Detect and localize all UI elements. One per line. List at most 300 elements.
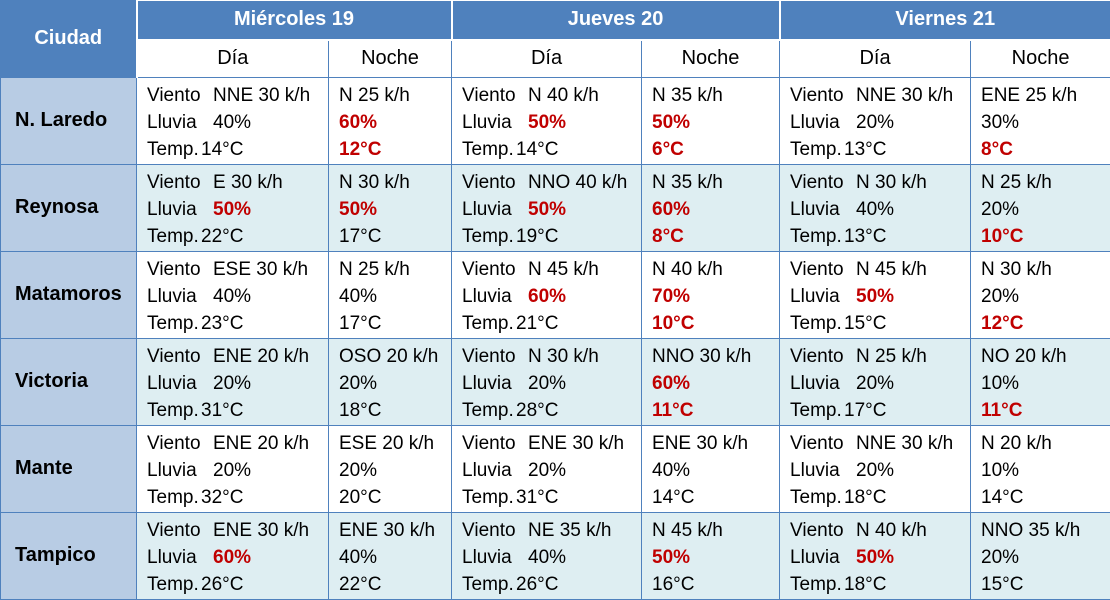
forecast-cell-night (329, 338, 452, 425)
temp-line (339, 571, 451, 598)
rain-line (147, 544, 328, 571)
rain-line (339, 544, 451, 571)
rain-value: 20% (528, 372, 567, 394)
temp-value: 13°C (844, 138, 887, 160)
wind-label: Viento (790, 345, 844, 367)
wind-label: Viento (462, 84, 516, 106)
rain-value: 10% (981, 372, 1020, 394)
temp-label: Temp. (790, 573, 842, 595)
rain-label: Lluvia (147, 285, 197, 307)
forecast-cell-night (329, 251, 452, 338)
rain-value: 60% (339, 111, 378, 133)
wind-value: N 25 k/h (856, 345, 927, 367)
wind-label: Viento (147, 171, 201, 193)
temp-line (462, 484, 641, 511)
wind-line (790, 517, 970, 544)
forecast-cell-night (971, 251, 1110, 338)
rain-value: 20% (856, 459, 895, 481)
temp-line (652, 397, 779, 424)
rain-line (981, 457, 1110, 484)
temp-value: 8°C (981, 138, 1013, 160)
wind-value: ENE 30 k/h (213, 519, 310, 541)
table-row (1, 338, 1110, 425)
wind-value: N 35 k/h (652, 171, 723, 193)
rain-label: Lluvia (147, 546, 197, 568)
wind-value: NNO 40 k/h (528, 171, 628, 193)
wind-value: N 25 k/h (339, 258, 410, 280)
city-name: Matamoros (1, 251, 137, 338)
wind-line (981, 430, 1110, 457)
wind-label: Viento (462, 345, 516, 367)
forecast-cell-day (452, 338, 642, 425)
wind-value: ENE 20 k/h (213, 345, 310, 367)
temp-line (981, 397, 1110, 424)
temp-label: Temp. (790, 312, 842, 334)
temp-label: Temp. (147, 399, 199, 421)
temp-label: Temp. (790, 399, 842, 421)
rain-line (652, 544, 779, 571)
wind-value: ENE 25 k/h (981, 84, 1078, 106)
wind-line (339, 82, 451, 109)
temp-line (652, 310, 779, 337)
rain-line (147, 457, 328, 484)
rain-value: 50% (528, 111, 567, 133)
wind-line (339, 517, 451, 544)
rain-value: 60% (213, 546, 252, 568)
period-header-day: Día (137, 40, 329, 78)
forecast-cell-night (329, 77, 452, 164)
rain-line (339, 457, 451, 484)
temp-value: 13°C (844, 225, 887, 247)
forecast-cell-night (971, 512, 1110, 599)
rain-label: Lluvia (462, 546, 512, 568)
forecast-cell-day (137, 512, 329, 599)
wind-line (652, 430, 779, 457)
wind-line (462, 430, 641, 457)
wind-line (652, 343, 779, 370)
temp-line (981, 310, 1110, 337)
temp-label: Temp. (462, 312, 514, 334)
temp-line (652, 136, 779, 163)
forecast-cell-day (780, 77, 971, 164)
wind-line (147, 256, 328, 283)
rain-line (462, 370, 641, 397)
rain-line (462, 283, 641, 310)
rain-line (147, 109, 328, 136)
temp-label: Temp. (790, 225, 842, 247)
rain-value: 70% (652, 285, 691, 307)
forecast-cell-night (971, 164, 1110, 251)
temp-value: 21°C (516, 312, 559, 334)
temp-line (147, 136, 328, 163)
forecast-cell-day (452, 164, 642, 251)
temp-label: Temp. (147, 573, 199, 595)
city-name: Mante (1, 425, 137, 512)
rain-line (462, 109, 641, 136)
temp-value: 17°C (339, 225, 382, 247)
table-row (1, 425, 1110, 512)
temp-value: 14°C (652, 486, 695, 508)
rain-value: 50% (213, 198, 252, 220)
forecast-cell-day (137, 338, 329, 425)
wind-line (981, 169, 1110, 196)
temp-value: 23°C (201, 312, 244, 334)
forecast-cell-day (780, 251, 971, 338)
temp-line (147, 397, 328, 424)
temp-line (790, 223, 970, 250)
day-header-friday: Viernes 21 (780, 1, 1110, 40)
temp-value: 8°C (652, 225, 684, 247)
rain-value: 20% (339, 372, 378, 394)
rain-value: 20% (856, 111, 895, 133)
temp-label: Temp. (790, 486, 842, 508)
rain-value: 50% (528, 198, 567, 220)
header-row-periods (1, 40, 1110, 78)
wind-line (339, 169, 451, 196)
temp-line (339, 136, 451, 163)
wind-value: ENE 20 k/h (213, 432, 310, 454)
wind-line (462, 169, 641, 196)
wind-value: NNO 35 k/h (981, 519, 1081, 541)
wind-value: N 45 k/h (652, 519, 723, 541)
temp-label: Temp. (462, 573, 514, 595)
temp-line (339, 223, 451, 250)
wind-line (339, 430, 451, 457)
temp-value: 19°C (516, 225, 559, 247)
rain-line (981, 370, 1110, 397)
wind-line (790, 256, 970, 283)
rain-line (790, 283, 970, 310)
rain-label: Lluvia (790, 459, 840, 481)
wind-label: Viento (790, 258, 844, 280)
temp-value: 17°C (339, 312, 382, 334)
rain-line (339, 196, 451, 223)
wind-label: Viento (147, 258, 201, 280)
temp-label: Temp. (790, 138, 842, 160)
temp-line (981, 484, 1110, 511)
period-header-night: Noche (642, 40, 780, 78)
wind-line (790, 169, 970, 196)
temp-line (790, 571, 970, 598)
temp-value: 14°C (516, 138, 559, 160)
rain-line (790, 370, 970, 397)
rain-line (339, 370, 451, 397)
temp-value: 32°C (201, 486, 244, 508)
rain-value: 40% (652, 459, 691, 481)
rain-line (652, 370, 779, 397)
temp-line (790, 397, 970, 424)
city-name: N. Laredo (1, 77, 137, 164)
rain-line (147, 370, 328, 397)
wind-value: NNE 30 k/h (856, 84, 954, 106)
rain-label: Lluvia (790, 111, 840, 133)
wind-value: N 40 k/h (528, 84, 599, 106)
temp-value: 15°C (981, 573, 1024, 595)
wind-line (147, 82, 328, 109)
wind-line (981, 343, 1110, 370)
wind-value: N 25 k/h (339, 84, 410, 106)
wind-value: N 20 k/h (981, 432, 1052, 454)
temp-label: Temp. (147, 138, 199, 160)
wind-value: N 40 k/h (652, 258, 723, 280)
rain-value: 20% (339, 459, 378, 481)
rain-line (147, 196, 328, 223)
rain-value: 50% (652, 546, 691, 568)
wind-value: ENE 30 k/h (528, 432, 625, 454)
rain-value: 40% (528, 546, 567, 568)
forecast-cell-day (780, 338, 971, 425)
wind-value: NNE 30 k/h (856, 432, 954, 454)
rain-line (790, 196, 970, 223)
wind-label: Viento (147, 345, 201, 367)
city-name: Victoria (1, 338, 137, 425)
rain-line (981, 544, 1110, 571)
rain-label: Lluvia (790, 546, 840, 568)
forecast-cell-night (642, 425, 780, 512)
wind-line (339, 256, 451, 283)
rain-value: 50% (339, 198, 378, 220)
wind-line (147, 343, 328, 370)
forecast-cell-night (971, 425, 1110, 512)
temp-value: 12°C (339, 138, 382, 160)
wind-line (339, 343, 451, 370)
temp-label: Temp. (147, 312, 199, 334)
temp-line (790, 484, 970, 511)
temp-value: 20°C (339, 486, 382, 508)
wind-value: ENE 30 k/h (652, 432, 749, 454)
temp-line (147, 571, 328, 598)
rain-label: Lluvia (790, 285, 840, 307)
wind-label: Viento (462, 258, 516, 280)
forecast-cell-day (452, 512, 642, 599)
temp-line (462, 397, 641, 424)
rain-value: 40% (213, 285, 252, 307)
wind-label: Viento (790, 519, 844, 541)
forecast-cell-day (137, 425, 329, 512)
rain-line (981, 109, 1110, 136)
forecast-cell-night (971, 338, 1110, 425)
rain-value: 50% (856, 285, 895, 307)
forecast-cell-day (137, 77, 329, 164)
temp-line (147, 223, 328, 250)
rain-value: 20% (981, 198, 1020, 220)
wind-line (147, 169, 328, 196)
wind-line (147, 517, 328, 544)
rain-line (790, 109, 970, 136)
forecast-cell-day (780, 164, 971, 251)
city-column-header: Ciudad (1, 1, 137, 78)
temp-line (147, 310, 328, 337)
temp-line (147, 484, 328, 511)
rain-label: Lluvia (147, 111, 197, 133)
rain-value: 20% (856, 372, 895, 394)
temp-line (981, 136, 1110, 163)
rain-value: 20% (528, 459, 567, 481)
temp-line (462, 136, 641, 163)
city-name: Reynosa (1, 164, 137, 251)
rain-value: 40% (339, 285, 378, 307)
forecast-cell-night (642, 512, 780, 599)
wind-line (981, 256, 1110, 283)
rain-line (981, 283, 1110, 310)
wind-line (652, 517, 779, 544)
wind-value: OSO 20 k/h (339, 345, 439, 367)
temp-value: 26°C (201, 573, 244, 595)
temp-line (981, 223, 1110, 250)
wind-line (147, 430, 328, 457)
wind-value: ESE 30 k/h (213, 258, 309, 280)
temp-line (462, 223, 641, 250)
wind-value: N 45 k/h (528, 258, 599, 280)
rain-value: 40% (213, 111, 252, 133)
temp-label: Temp. (147, 486, 199, 508)
temp-value: 10°C (652, 312, 695, 334)
temp-value: 14°C (981, 486, 1024, 508)
temp-value: 16°C (652, 573, 695, 595)
forecast-cell-night (642, 164, 780, 251)
temp-value: 31°C (516, 486, 559, 508)
table-row (1, 512, 1110, 599)
wind-label: Viento (147, 432, 201, 454)
rain-value: 20% (213, 459, 252, 481)
wind-label: Viento (147, 84, 201, 106)
wind-value: NO 20 k/h (981, 345, 1067, 367)
rain-label: Lluvia (147, 198, 197, 220)
rain-line (790, 457, 970, 484)
wind-label: Viento (790, 171, 844, 193)
wind-label: Viento (147, 519, 201, 541)
rain-label: Lluvia (147, 372, 197, 394)
rain-value: 40% (339, 546, 378, 568)
forecast-cell-night (642, 251, 780, 338)
table-row (1, 251, 1110, 338)
temp-line (462, 310, 641, 337)
forecast-cell-night (329, 425, 452, 512)
temp-value: 22°C (339, 573, 382, 595)
wind-value: N 40 k/h (856, 519, 927, 541)
rain-line (147, 283, 328, 310)
rain-line (462, 457, 641, 484)
wind-line (462, 517, 641, 544)
rain-label: Lluvia (462, 111, 512, 133)
period-header-night: Noche (329, 40, 452, 78)
temp-label: Temp. (462, 399, 514, 421)
temp-value: 11°C (652, 399, 694, 421)
header-row-days (1, 1, 1110, 40)
temp-value: 17°C (844, 399, 887, 421)
rain-line (462, 544, 641, 571)
rain-label: Lluvia (462, 198, 512, 220)
rain-label: Lluvia (462, 459, 512, 481)
rain-value: 60% (652, 198, 691, 220)
rain-line (652, 457, 779, 484)
city-name: Tampico (1, 512, 137, 599)
wind-label: Viento (462, 171, 516, 193)
rain-line (652, 109, 779, 136)
rain-label: Lluvia (790, 198, 840, 220)
forecast-cell-night (329, 512, 452, 599)
forecast-cell-day (452, 251, 642, 338)
wind-line (652, 256, 779, 283)
wind-value: NNO 30 k/h (652, 345, 752, 367)
temp-value: 11°C (981, 399, 1023, 421)
temp-value: 15°C (844, 312, 887, 334)
rain-line (981, 196, 1110, 223)
temp-value: 18°C (844, 486, 887, 508)
wind-value: N 30 k/h (528, 345, 599, 367)
temp-value: 28°C (516, 399, 559, 421)
temp-value: 18°C (339, 399, 382, 421)
day-header-thursday: Jueves 20 (452, 1, 780, 40)
temp-value: 26°C (516, 573, 559, 595)
temp-line (339, 310, 451, 337)
wind-label: Viento (462, 432, 516, 454)
forecast-cell-day (452, 77, 642, 164)
wind-value: N 30 k/h (981, 258, 1052, 280)
wind-line (981, 82, 1110, 109)
rain-value: 40% (856, 198, 895, 220)
temp-line (790, 136, 970, 163)
forecast-body (1, 77, 1110, 600)
rain-line (652, 283, 779, 310)
forecast-cell-day (137, 164, 329, 251)
rain-label: Lluvia (147, 459, 197, 481)
temp-label: Temp. (462, 486, 514, 508)
forecast-cell-night (329, 164, 452, 251)
rain-line (462, 196, 641, 223)
table-row (1, 164, 1110, 251)
wind-value: N 25 k/h (981, 171, 1052, 193)
rain-value: 50% (652, 111, 691, 133)
wind-value: NE 35 k/h (528, 519, 612, 541)
temp-value: 14°C (201, 138, 244, 160)
temp-line (790, 310, 970, 337)
forecast-cell-night (642, 77, 780, 164)
rain-value: 50% (856, 546, 895, 568)
forecast-cell-day (780, 425, 971, 512)
rain-value: 20% (213, 372, 252, 394)
wind-line (981, 517, 1110, 544)
temp-label: Temp. (462, 225, 514, 247)
wind-line (790, 82, 970, 109)
temp-value: 31°C (201, 399, 244, 421)
wind-value: N 30 k/h (339, 171, 410, 193)
day-header-wednesday: Miércoles 19 (137, 1, 452, 40)
forecast-cell-day (137, 251, 329, 338)
period-header-day: Día (452, 40, 642, 78)
wind-value: N 35 k/h (652, 84, 723, 106)
wind-value: N 45 k/h (856, 258, 927, 280)
temp-line (462, 571, 641, 598)
temp-line (652, 571, 779, 598)
rain-value: 30% (981, 111, 1020, 133)
period-header-day: Día (780, 40, 971, 78)
wind-line (462, 343, 641, 370)
wind-line (790, 343, 970, 370)
temp-value: 10°C (981, 225, 1024, 247)
rain-line (790, 544, 970, 571)
wind-line (462, 82, 641, 109)
rain-value: 20% (981, 546, 1020, 568)
wind-value: E 30 k/h (213, 171, 283, 193)
rain-value: 20% (981, 285, 1020, 307)
rain-label: Lluvia (462, 372, 512, 394)
rain-line (339, 109, 451, 136)
wind-line (652, 82, 779, 109)
wind-label: Viento (462, 519, 516, 541)
rain-line (339, 283, 451, 310)
table-row (1, 77, 1110, 164)
